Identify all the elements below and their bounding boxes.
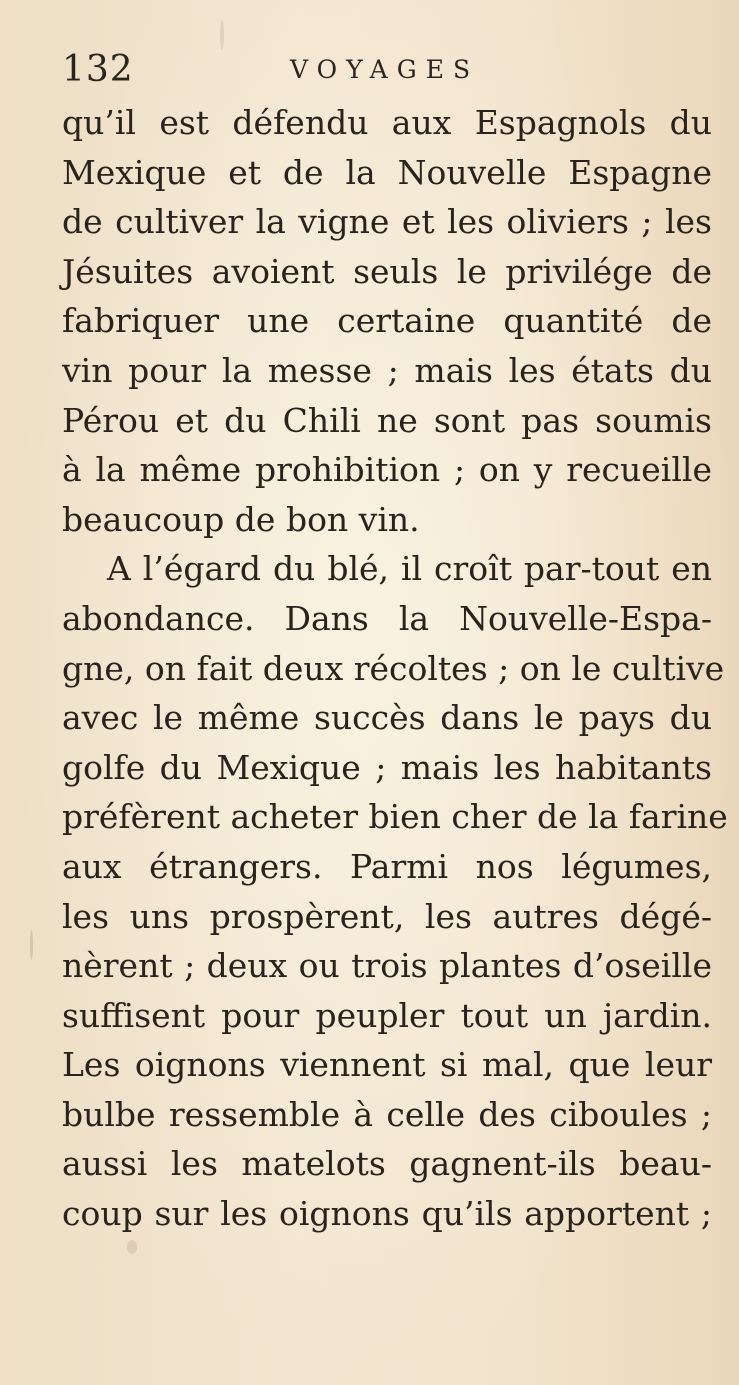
text-line: abondance. Dans la Nouvelle-Espa- [62,598,712,638]
text-line: Jésuites avoient seuls le privilége de [62,251,712,291]
running-title: VOYAGES [290,55,480,84]
paragraph-start-line: A l’égard du blé, il croît par-tout en [107,549,712,589]
text-line: les uns prospèrent, les autres dégé- [62,896,712,936]
text-line: bulbe ressemble à celle des ciboules ; [62,1094,712,1134]
text-line: gne, on fait deux récoltes ; on le cultive [62,648,725,688]
text-line: qu’il est défendu aux Espagnols du [62,103,712,142]
paragraph-end-line: beaucoup de bon vin. [62,499,420,539]
text-line: suffisent pour peupler tout un jardin. [62,995,712,1035]
text-line: nèrent ; deux ou trois plantes d’oseille [62,946,712,986]
text-line: de cultiver la vigne et les oliviers ; les [62,202,712,242]
page-number: 132 [62,49,134,90]
text-line: vin pour la messe ; mais les états du [62,350,712,390]
running-head [62,46,702,94]
text-line: aux étrangers. Parmi nos légumes, [62,846,712,886]
text-line: Pérou et du Chili ne sont pas soumis [62,400,712,440]
text-line: Les oignons viennent si mal, que leur [62,1045,712,1085]
text-line: avec le même succès dans le pays du [62,698,712,738]
ink-smudge [127,1240,137,1254]
text-line: préfèrent acheter bien cher de la farine [62,797,728,837]
page-mark [30,930,33,960]
body-text [62,98,728,1239]
text-line: coup sur les oignons qu’ils apportent ; [62,1194,712,1234]
text-line: fabriquer une certaine quantité de [62,301,712,341]
text-line: à la même prohibition ; on y recueille [62,450,712,490]
text-line: aussi les matelots gagnent-ils beau- [62,1144,712,1184]
text-line: golfe du Mexique ; mais les habitants [62,747,712,787]
text-line: Mexique et de la Nouvelle Espagne [62,152,712,192]
